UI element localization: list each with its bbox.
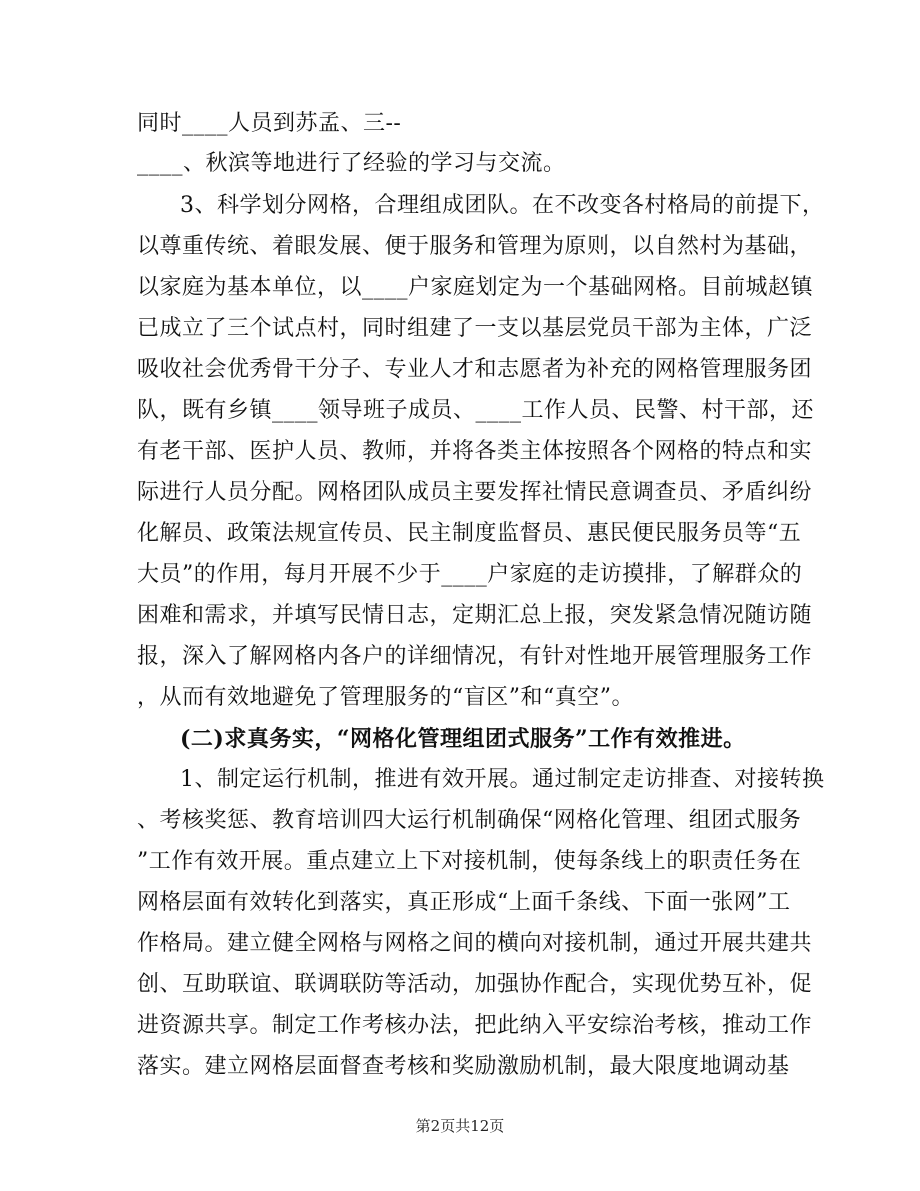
text-line: 困难和需求，并填写民情日志，定期汇总上报，突发紧急情况随访随 [137, 603, 813, 628]
text-line: 进资源共享。制定工作考核办法，把此纳入平安综治考核，推动工作 [137, 1013, 813, 1038]
text-line: 报，深入了解网格内各户的详细情况，有针对性地开展管理服务工作 [137, 644, 813, 669]
text-line: 3、科学划分网格，合理组成团队。在不改变各村格局的前提下， [180, 193, 825, 218]
text-line: 落实。建立网格层面督查考核和奖励激励机制，最大限度地调动基 [137, 1054, 790, 1079]
text-line: 大员”的作用，每月开展不少于____户家庭的走访摸排，了解群众的 [137, 562, 803, 587]
text-line: 作格局。建立健全网格与网格之间的横向对接机制，通过开展共建共 [137, 931, 813, 956]
section-heading: (二)求真务实，“网格化管理组团式服务”工作有效推进。 [180, 726, 746, 752]
text-line: 已成立了三个试点村，同时组建了一支以基层党员干部为主体，广泛 [137, 316, 813, 341]
text-line: 化解员、政策法规宣传员、民主制度监督员、惠民便民服务员等“五 [137, 521, 802, 546]
text-line: 以家庭为基本单位，以____户家庭划定为一个基础网格。目前城赵镇 [137, 275, 814, 300]
text-line: 网格层面有效转化到落实，真正形成“上面千条线、下面一张网”工 [137, 890, 791, 915]
text-line: 、考核奖惩、教育培训四大运行机制确保“网格化管理、组团式服务 [137, 808, 802, 833]
text-line: ____、秋滨等地进行了经验的学习与交流。 [137, 151, 566, 176]
page-number-footer: 第2页共12页 [415, 1117, 505, 1135]
text-line: 创、互助联谊、联调联防等活动，加强协作配合，实现优势互补，促 [137, 972, 813, 997]
text-line: 吸收社会优秀骨干分子、专业人才和志愿者为补充的网格管理服务团 [137, 357, 813, 382]
text-line: 以尊重传统、着眼发展、便于服务和管理为原则，以自然村为基础， [137, 234, 813, 259]
text-line: ，从而有效地避免了管理服务的“盲区”和“真空”。 [137, 685, 634, 710]
text-line: 同时____人员到苏孟、三-- [137, 111, 402, 136]
text-line: ”工作有效开展。重点建立上下对接机制，使每条线上的职责任务在 [137, 849, 802, 874]
text-line: 队，既有乡镇____领导班子成员、____工作人员、民警、村干部，还 [137, 398, 815, 423]
text-line: 有老干部、医护人员、教师，并将各类主体按照各个网格的特点和实 [137, 439, 813, 464]
text-line: 际进行人员分配。网格团队成员主要发挥社情民意调查员、矛盾纠纷 [137, 480, 813, 505]
text-line: 1、制定运行机制，推进有效开展。通过制定走访排查、对接转换 [180, 767, 825, 792]
